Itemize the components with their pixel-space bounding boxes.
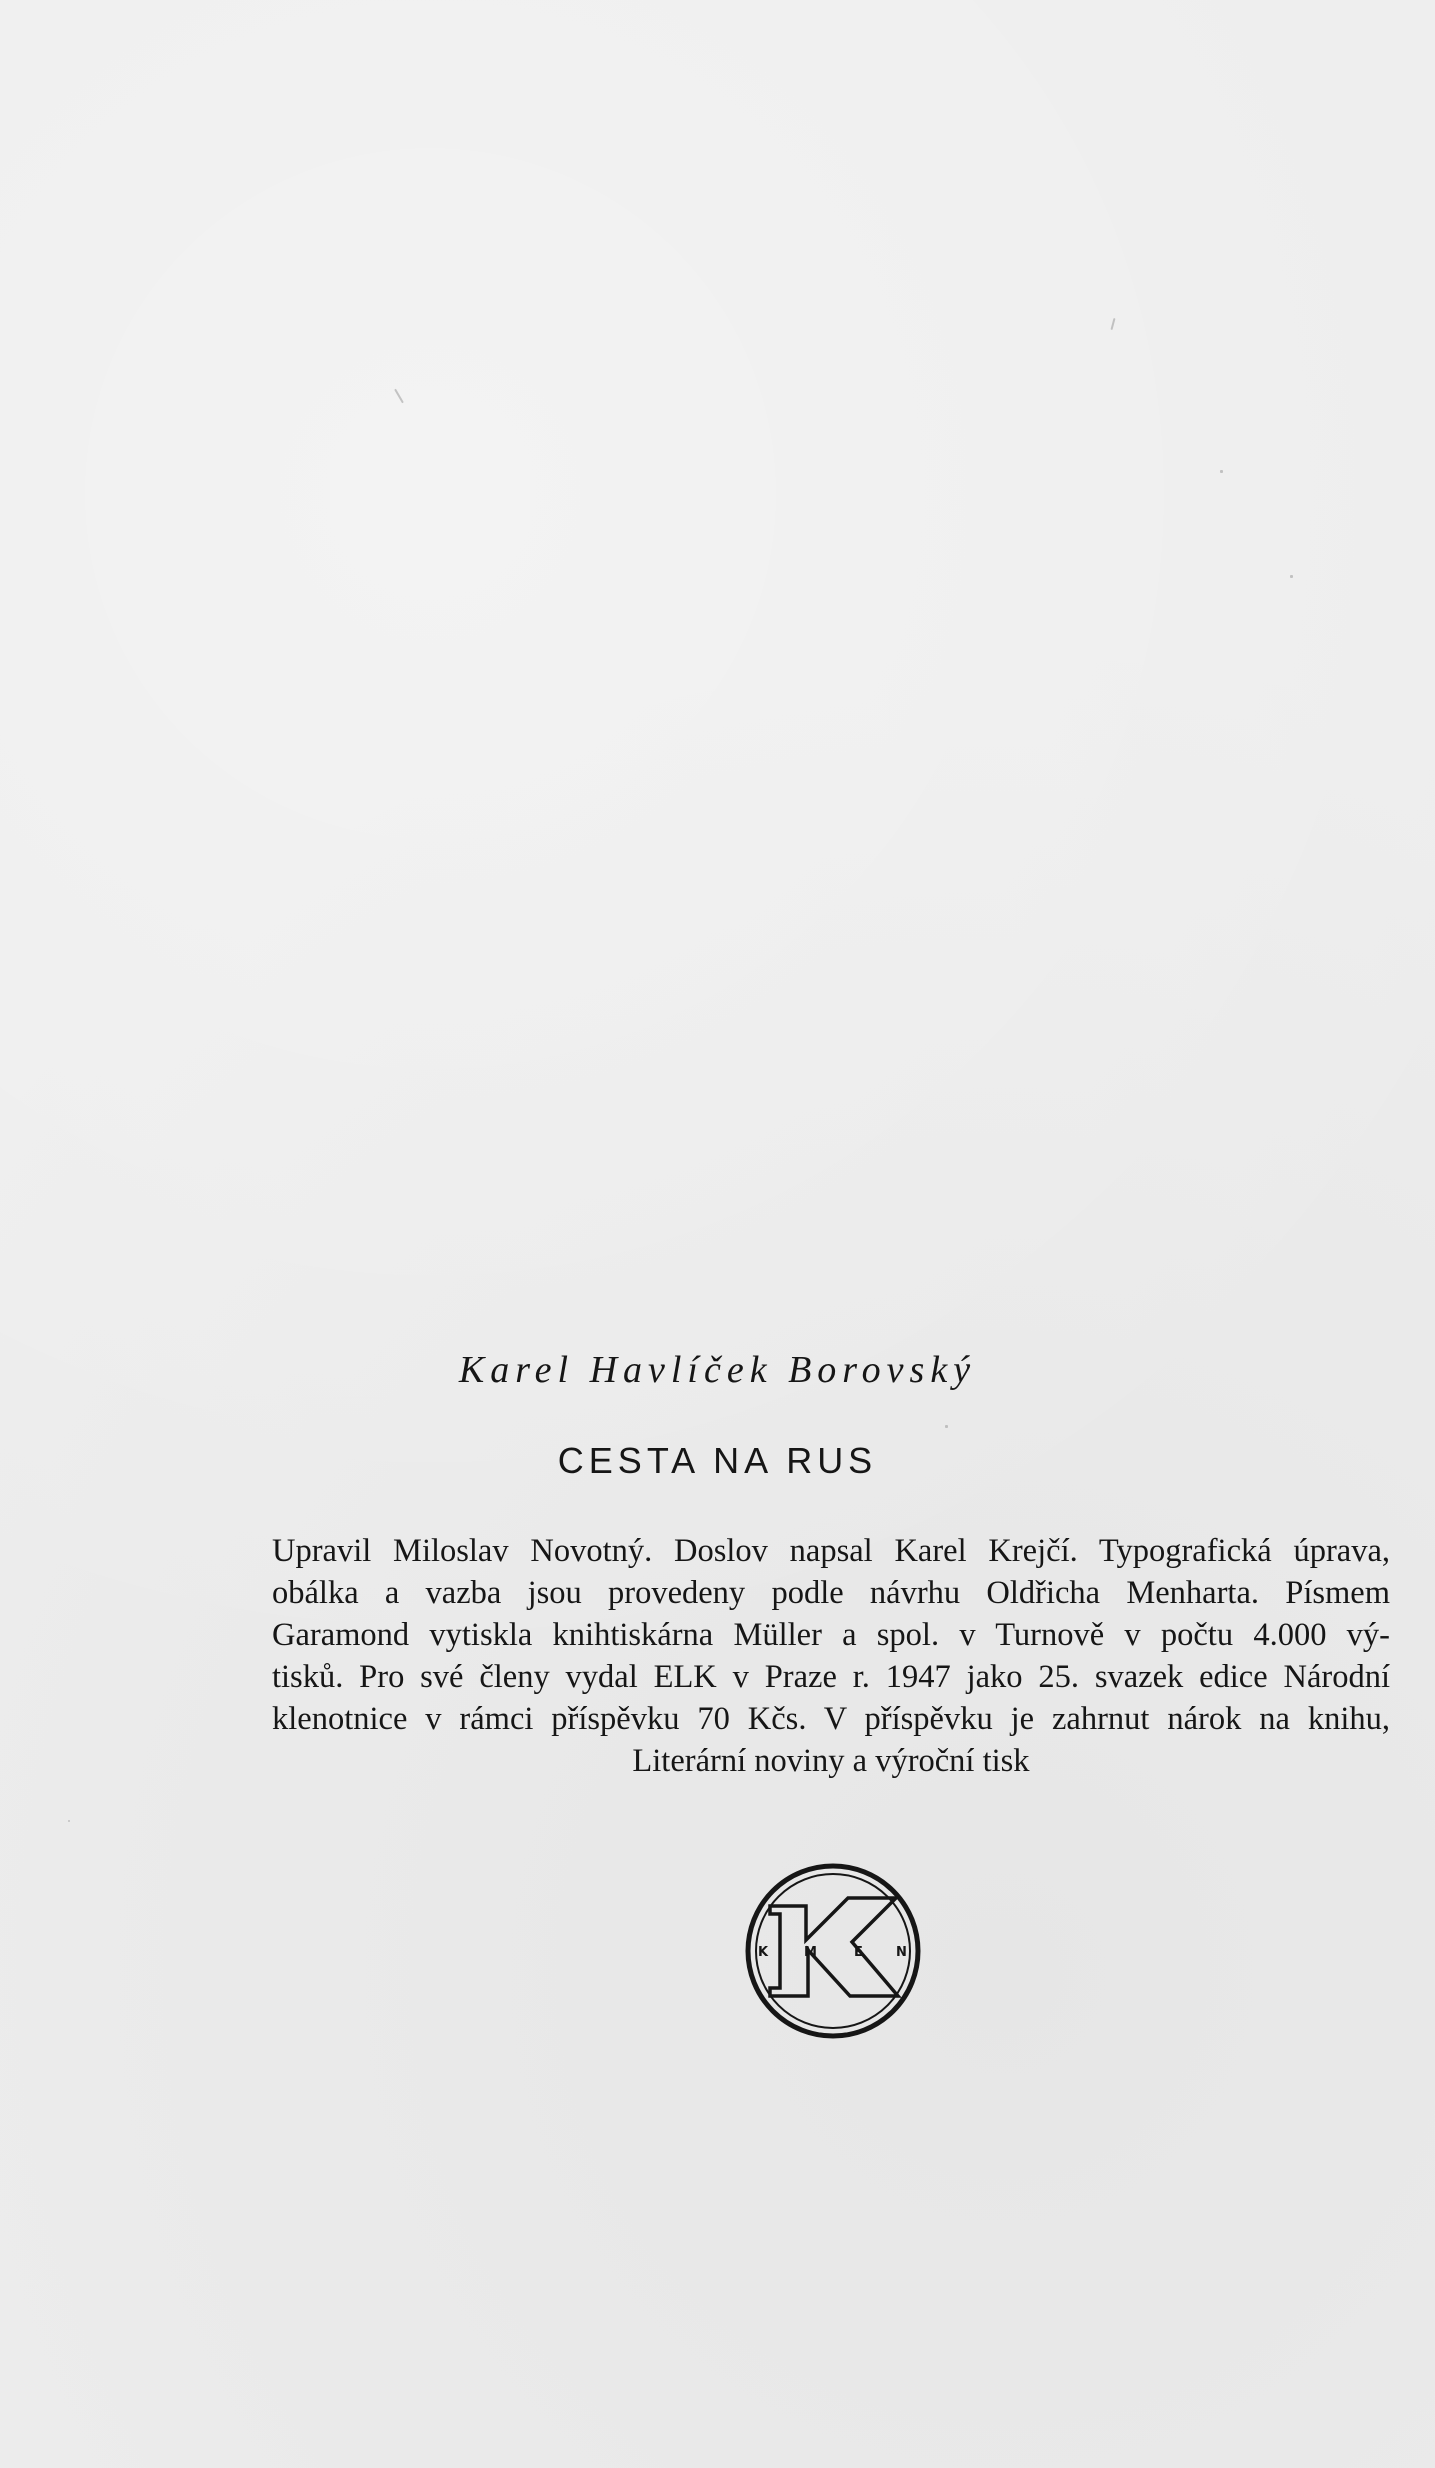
paper-speck — [1220, 470, 1223, 473]
colophon-line: tisků. Pro své členy vydal ELK v Praze r. 1947 jako 25. svazek edice Národní — [272, 1659, 1390, 1695]
author-name: Karel Havlíček Borovský — [458, 1349, 977, 1391]
svg-text:E: E — [854, 1945, 863, 1960]
colophon-line: obálka a vazba jsou provedeny podle návrhu Oldřicha Menharta. Písmem — [272, 1575, 1390, 1611]
colophon — [272, 1530, 1390, 1782]
paper-speck — [945, 1425, 948, 1428]
paper-speck — [394, 389, 404, 404]
book-title: CESTA NA RUS — [557, 1440, 878, 1481]
paper-speck — [1290, 575, 1293, 578]
svg-text:K: K — [758, 1945, 769, 1960]
colophon-line: Upravil Miloslav Novotný. Doslov napsal Karel Krejčí. Typografická úprava, — [272, 1533, 1390, 1569]
colophon-line: klenotnice v rámci příspěvku 70 Kčs. V příspěvku je zahrnut nárok na knihu, — [272, 1701, 1390, 1737]
svg-text:N: N — [896, 1945, 907, 1960]
colophon-line: Literární noviny a výroční tisk — [632, 1743, 1030, 1779]
svg-text:M: M — [804, 1945, 817, 1960]
logo-outer-ring — [748, 1866, 918, 2036]
logo-letter-k — [770, 1898, 898, 1996]
paper-speck — [1110, 318, 1115, 330]
paper-speck — [68, 1820, 70, 1822]
colophon-line: Garamond vytiskla knihtiskárna Müller a spol. v Turnově v počtu 4.000 vý- — [272, 1617, 1390, 1653]
kmen-publisher-logo-icon — [744, 1862, 922, 2040]
